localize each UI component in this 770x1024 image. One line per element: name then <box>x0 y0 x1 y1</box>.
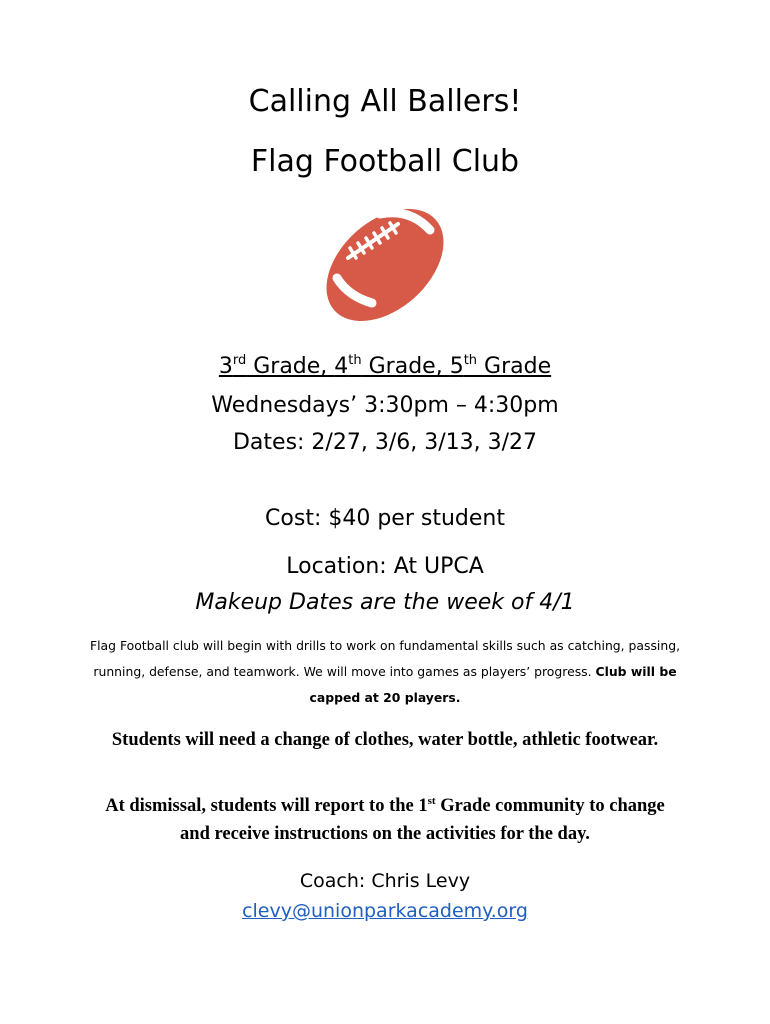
grade-4-suffix: th <box>348 353 362 368</box>
dismissal-text-start: At dismissal, students will report to the 1 <box>105 796 428 817</box>
player-cap-note: Club will be capped at 20 players. <box>309 664 677 705</box>
grade-5-number: 5 <box>449 354 464 380</box>
dismissal-note <box>95 787 675 848</box>
flyer-headline: Calling All Ballers! <box>248 84 522 119</box>
grade-3-suffix: rd <box>232 353 247 368</box>
grade-3-number: 3 <box>218 354 233 380</box>
grade-levels <box>0 354 770 379</box>
coach-email-link[interactable]: clevy@unionparkacademy.org <box>242 900 528 922</box>
grade-levels-text <box>219 354 551 379</box>
flyer-club-name: Flag Football Club <box>250 144 520 179</box>
dismissal-text-end: Grade community to change and receive instructions on the activities for the day. <box>180 796 665 845</box>
location-text: Location: At UPCA <box>286 554 484 579</box>
coach-email <box>0 900 770 922</box>
grade-4-number: 4 <box>334 354 349 380</box>
cost-text: Cost: $40 per student <box>265 506 505 531</box>
makeup-dates: Makeup Dates are the week of 4/1 <box>195 590 575 615</box>
football-icon <box>320 200 450 330</box>
grade-4-label: Grade, <box>361 354 450 380</box>
grade-5-label: Grade <box>477 354 552 380</box>
meeting-time: Wednesdays’ 3:30pm – 4:30pm <box>211 393 559 418</box>
dismissal-ordinal: st <box>427 795 436 807</box>
student-needs-note: Students will need a change of clothes, water bottle, athletic footwear. <box>111 730 659 750</box>
description-body: Flag Football club will begin with drills to work on fundamental skills such as catching, passing, running, defense, and teamwork. We will move into games as players’ progress. <box>89 638 681 679</box>
coach-name: Coach: Chris Levy <box>299 870 471 892</box>
grade-5-suffix: th <box>463 353 478 368</box>
club-description <box>85 633 685 711</box>
meeting-dates: Dates: 2/27, 3/6, 3/13, 3/27 <box>232 430 538 455</box>
grade-3-label: Grade, <box>246 354 335 380</box>
